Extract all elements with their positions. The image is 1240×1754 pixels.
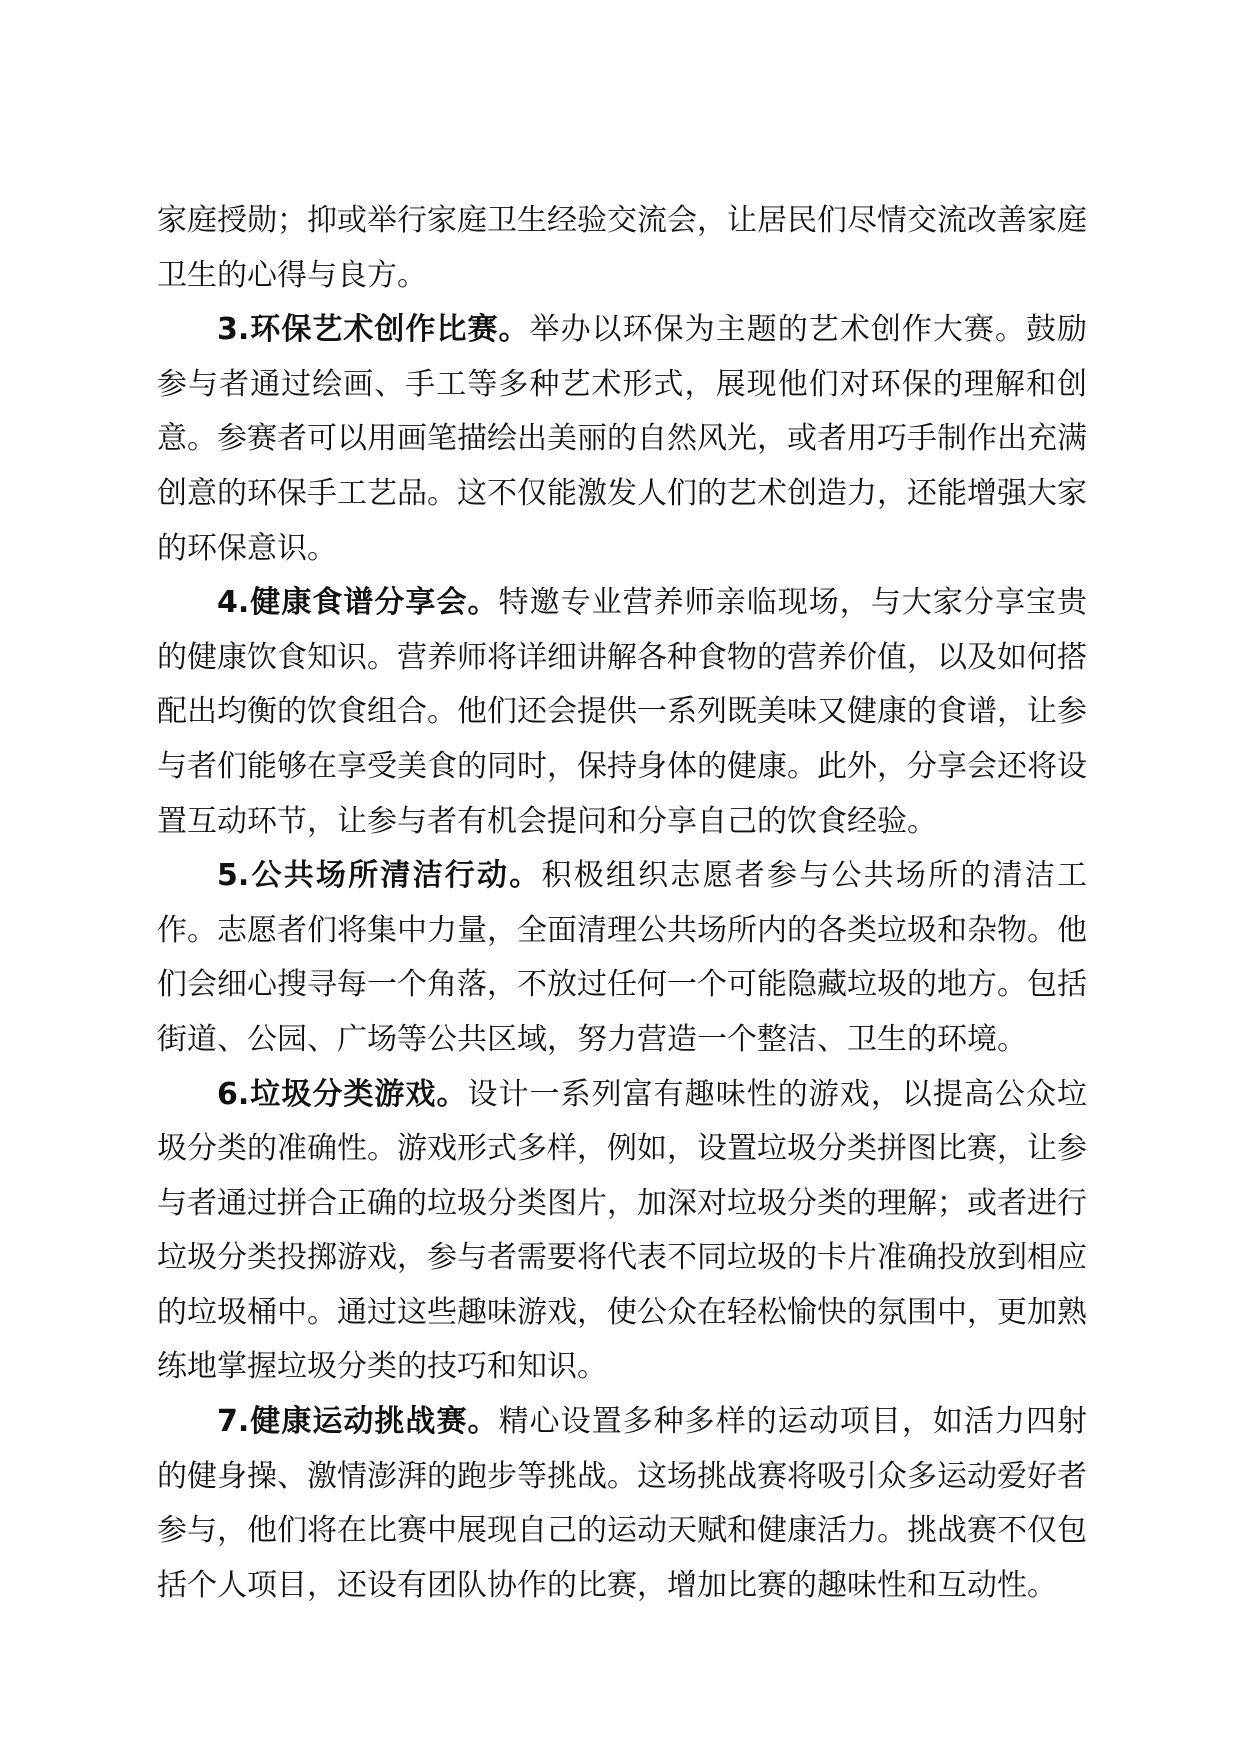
paragraph-item-7 [157,1395,1087,1613]
paragraph-body: 特邀专业营养师亲临现场，与大家分享宝贵的健康饮食知识。营养师将详细讲解各种食物的营养价值，以及如何搭配出均衡的饮食组合。他们还会提供一系列既美味又健康的食谱，让参与者们能够在享受美食的同时，保持身体的健康。此外，分享会还将设置互动环节，让参与者有机会提问和分享自己的饮食经验。 [157,585,1087,839]
paragraph-body: 举办以环保为主题的艺术创作大赛。鼓励参与者通过绘画、手工等多种艺术形式，展现他们对环保的理解和创意。参赛者可以用画笔描绘出美丽的自然风光，或者用巧手制作出充满创意的环保手工艺品。这不仅能激发人们的艺术创造力，还能增强大家的环保意识。 [157,312,1087,566]
paragraph-item-4 [157,576,1087,849]
paragraph-body: 精心设置多种多样的运动项目，如活力四射的健身操、激情澎湃的跑步等挑战。这场挑战赛将吸引众多运动爱好者参与，他们将在比赛中展现自己的运动天赋和健康活力。挑战赛不仅包括个人项目，还设有团队协作的比赛，增加比赛的趣味性和互动性。 [157,1404,1087,1603]
paragraph-heading: 5.公共场所清洁行动。 [217,858,542,894]
paragraph-continuation [157,194,1087,303]
paragraph-item-6 [157,1068,1087,1396]
paragraph-body: 积极组织志愿者参与公共场所的清洁工作。志愿者们将集中力量，全面清理公共场所内的各类垃圾和杂物。他们会细心搜寻每一个角落，不放过任何一个可能隐藏垃圾的地方。包括街道、公园、广场等公共区域，努力营造一个整洁、卫生的环境。 [157,858,1088,1057]
paragraph-heading: 4.健康食谱分享会。 [217,585,499,621]
paragraph-body: 家庭授勋；抑或举行家庭卫生经验交流会，让居民们尽情交流改善家庭卫生的心得与良方。 [157,203,1087,293]
document-page [157,194,1087,1613]
paragraph-item-5 [157,849,1087,1067]
paragraph-heading: 3.环保艺术创作比赛。 [217,312,530,348]
paragraph-heading: 7.健康运动挑战赛。 [217,1404,499,1440]
paragraph-item-3 [157,303,1087,576]
paragraph-heading: 6.垃圾分类游戏。 [217,1076,468,1112]
paragraph-body: 设计一系列富有趣味性的游戏，以提高公众垃圾分类的准确性。游戏形式多样，例如，设置垃圾分类拼图比赛，让参与者通过拼合正确的垃圾分类图片，加深对垃圾分类的理解；或者进行垃圾分类投掷游戏，参与者需要将代表不同垃圾的卡片准确投放到相应的垃圾桶中。通过这些趣味游戏，使公众在轻松愉快的氛围中，更加熟练地掌握垃圾分类的技巧和知识。 [157,1076,1087,1385]
